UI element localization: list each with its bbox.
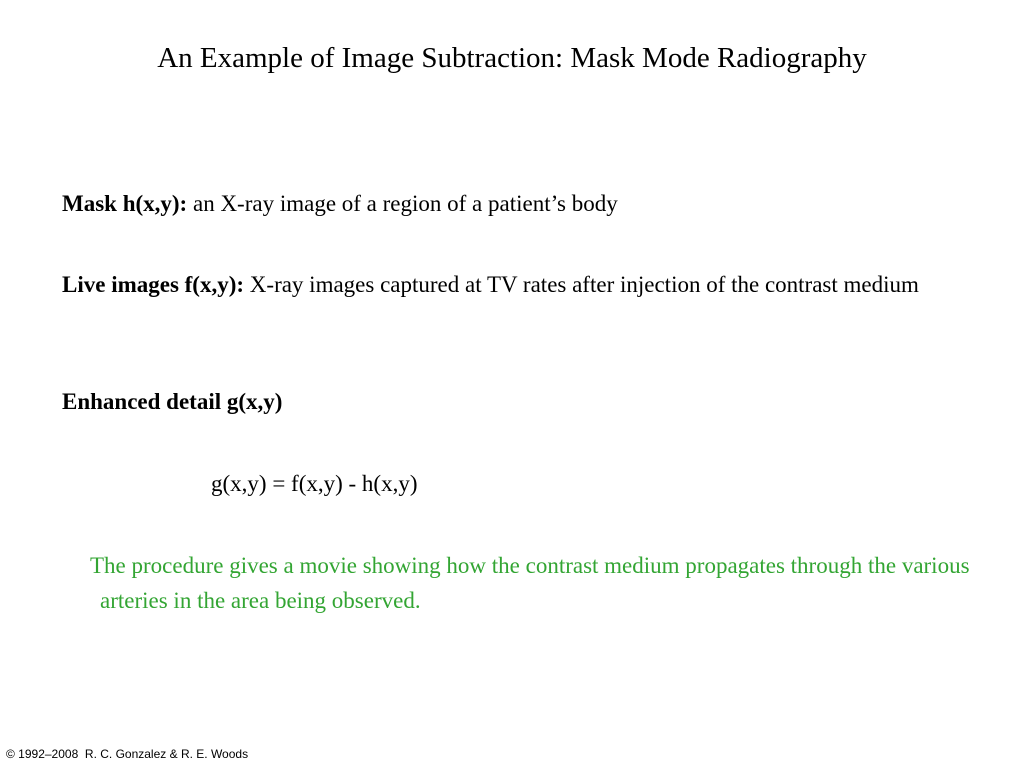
- live-images-label: Live images f(x,y):: [62, 272, 245, 297]
- mask-label: Mask h(x,y):: [62, 191, 188, 216]
- enhanced-detail-definition: [62, 384, 999, 419]
- live-images-text: X-ray images captured at TV rates after injection of the contrast medium: [244, 272, 919, 297]
- procedure-note: The procedure gives a movie showing how the contrast medium propagates through the various arteries in the area being observed.: [90, 553, 970, 613]
- copyright-footer: © 1992–2008 R. C. Gonzalez & R. E. Woods: [6, 747, 249, 761]
- slide-title: An Example of Image Subtraction: Mask Mode Radiography: [157, 42, 867, 74]
- mask-text: an X-ray image of a region of a patient’s body: [187, 191, 618, 216]
- enhanced-detail-label: Enhanced detail g(x,y): [62, 389, 283, 414]
- mask-definition: [62, 186, 999, 221]
- subtraction-equation: g(x,y) = f(x,y) - h(x,y): [211, 471, 418, 496]
- live-images-definition: [62, 267, 999, 302]
